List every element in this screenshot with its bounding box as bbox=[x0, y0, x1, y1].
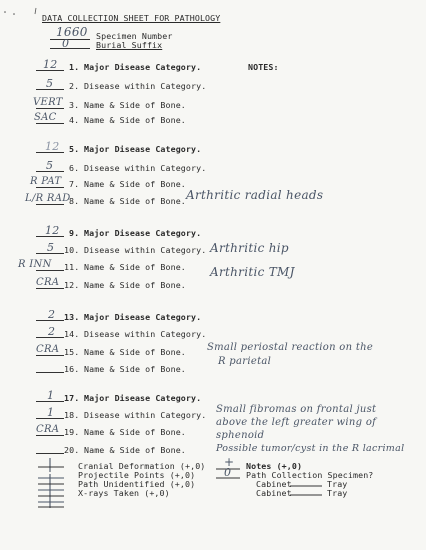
path-unidentified-label: Path Unidentified (+,0) bbox=[78, 479, 196, 489]
item-19-num: 19. bbox=[64, 427, 80, 437]
item-10-num: 10. bbox=[64, 245, 80, 255]
item-13-num: 13. bbox=[64, 312, 80, 322]
item-5-label: Major Disease Category. bbox=[84, 144, 202, 154]
item-1-label: Major Disease Category. bbox=[84, 62, 202, 72]
item-2-value: 5 bbox=[46, 77, 54, 90]
item-2-label: Disease within Category. bbox=[84, 81, 207, 91]
item-8-label: Name & Side of Bone. bbox=[84, 196, 186, 206]
note-item-18-line2: above the left greater wing of bbox=[216, 417, 377, 428]
cabinet-label-2: Cabinet bbox=[256, 488, 292, 498]
burial-suffix-value: 0 bbox=[62, 37, 70, 50]
item-3-num: 3. bbox=[69, 100, 80, 110]
note-item-10: Arthritic hip bbox=[210, 241, 289, 255]
item-1-num: 1. bbox=[69, 62, 80, 72]
item-12-value: CRA bbox=[36, 277, 60, 288]
item-7-num: 7. bbox=[69, 179, 80, 189]
item-16-num: 16. bbox=[64, 364, 80, 374]
item-16-label: Name & Side of Bone. bbox=[84, 364, 186, 374]
item-18-num: 18. bbox=[64, 410, 80, 420]
note-item-15-line1: Small periostal reaction on the bbox=[207, 342, 374, 353]
burial-suffix-label: Burial Suffix bbox=[96, 40, 163, 50]
item-15-value: CRA bbox=[36, 344, 60, 355]
item-20-label: Name & Side of Bone. bbox=[84, 445, 186, 455]
specimen-number-value: 1660 bbox=[56, 25, 88, 39]
item-14-value: 2 bbox=[48, 325, 56, 338]
item-4-num: 4. bbox=[69, 115, 80, 125]
cranial-deformation-label: Cranial Deformation (+,0) bbox=[78, 461, 206, 471]
item-7-value: R PAT bbox=[30, 176, 62, 187]
item-5-value: 12 bbox=[45, 140, 60, 153]
note-item-15-line2: R parietal bbox=[218, 356, 272, 367]
item-12-num: 12. bbox=[64, 280, 80, 290]
note-item-11: Arthritic TMJ bbox=[210, 265, 295, 279]
item-9-num: 9. bbox=[69, 228, 80, 238]
item-7-label: Name & Side of Bone. bbox=[84, 179, 186, 189]
item-15-num: 15. bbox=[64, 347, 80, 357]
projectile-points-label: Projectile Points (+,0) bbox=[78, 470, 196, 480]
note-item-8: Arthritic radial heads bbox=[186, 188, 324, 202]
item-2-num: 2. bbox=[69, 81, 80, 91]
item-3-label: Name & Side of Bone. bbox=[84, 100, 186, 110]
item-13-label: Major Disease Category. bbox=[84, 312, 202, 322]
item-9-label: Major Disease Category. bbox=[84, 228, 202, 238]
item-4-value: SAC bbox=[34, 112, 57, 123]
item-10-value: 5 bbox=[47, 241, 55, 254]
item-6-value: 5 bbox=[46, 159, 54, 172]
note-item-18-line4: Possible tumor/cyst in the R lacrimal bbox=[216, 443, 405, 454]
item-11-value: R INN bbox=[18, 259, 52, 270]
note-item-18-line1: Small fibromas on frontal just bbox=[216, 404, 377, 415]
item-8-value: L/R RAD bbox=[25, 193, 71, 204]
item-4-label: Name & Side of Bone. bbox=[84, 115, 186, 125]
item-17-value: 1 bbox=[47, 389, 55, 402]
item-9-value: 12 bbox=[45, 224, 60, 237]
item-13-value: 2 bbox=[48, 308, 56, 321]
notes-heading: NOTES: bbox=[248, 62, 279, 72]
item-18-label: Disease within Category. bbox=[84, 410, 207, 420]
item-12-label: Name & Side of Bone. bbox=[84, 280, 186, 290]
cabinet-label-1: Cabinet bbox=[256, 479, 292, 489]
specimen-number-label: Specimen Number bbox=[96, 31, 173, 41]
note-item-18-line3: sphenoid bbox=[216, 430, 265, 441]
item-19-value: CRA bbox=[36, 424, 60, 435]
item-6-num: 6. bbox=[69, 163, 80, 173]
item-11-num: 11. bbox=[64, 262, 80, 272]
notes-flag-label: Notes (+,0) bbox=[246, 461, 303, 471]
path-collection-label: Path Collection Specimen? bbox=[246, 470, 374, 480]
item-5-num: 5. bbox=[69, 144, 80, 154]
item-15-label: Name & Side of Bone. bbox=[84, 347, 186, 357]
xrays-taken-label: X-rays Taken (+,0) bbox=[78, 488, 170, 498]
item-18-value: 1 bbox=[47, 406, 55, 419]
item-3-value: VERT bbox=[33, 97, 63, 108]
item-8-num: 8. bbox=[69, 196, 80, 206]
path-collection-value: 0 bbox=[224, 466, 232, 479]
tray-label-1: Tray bbox=[327, 479, 348, 489]
item-1-value: 12 bbox=[43, 58, 58, 71]
item-17-label: Major Disease Category. bbox=[84, 393, 202, 403]
item-20-num: 20. bbox=[64, 445, 80, 455]
item-11-label: Name & Side of Bone. bbox=[84, 262, 186, 272]
notes-flag-value: + bbox=[224, 455, 235, 469]
item-14-label: Disease within Category. bbox=[84, 329, 207, 339]
item-6-label: Disease within Category. bbox=[84, 163, 207, 173]
tray-label-2: Tray bbox=[327, 488, 348, 498]
item-17-num: 17. bbox=[64, 393, 80, 403]
item-14-num: 14. bbox=[64, 329, 80, 339]
item-10-label: Disease within Category. bbox=[84, 245, 207, 255]
sheet-title: DATA COLLECTION SHEET FOR PATHOLOGY bbox=[42, 13, 221, 23]
item-19-label: Name & Side of Bone. bbox=[84, 427, 186, 437]
